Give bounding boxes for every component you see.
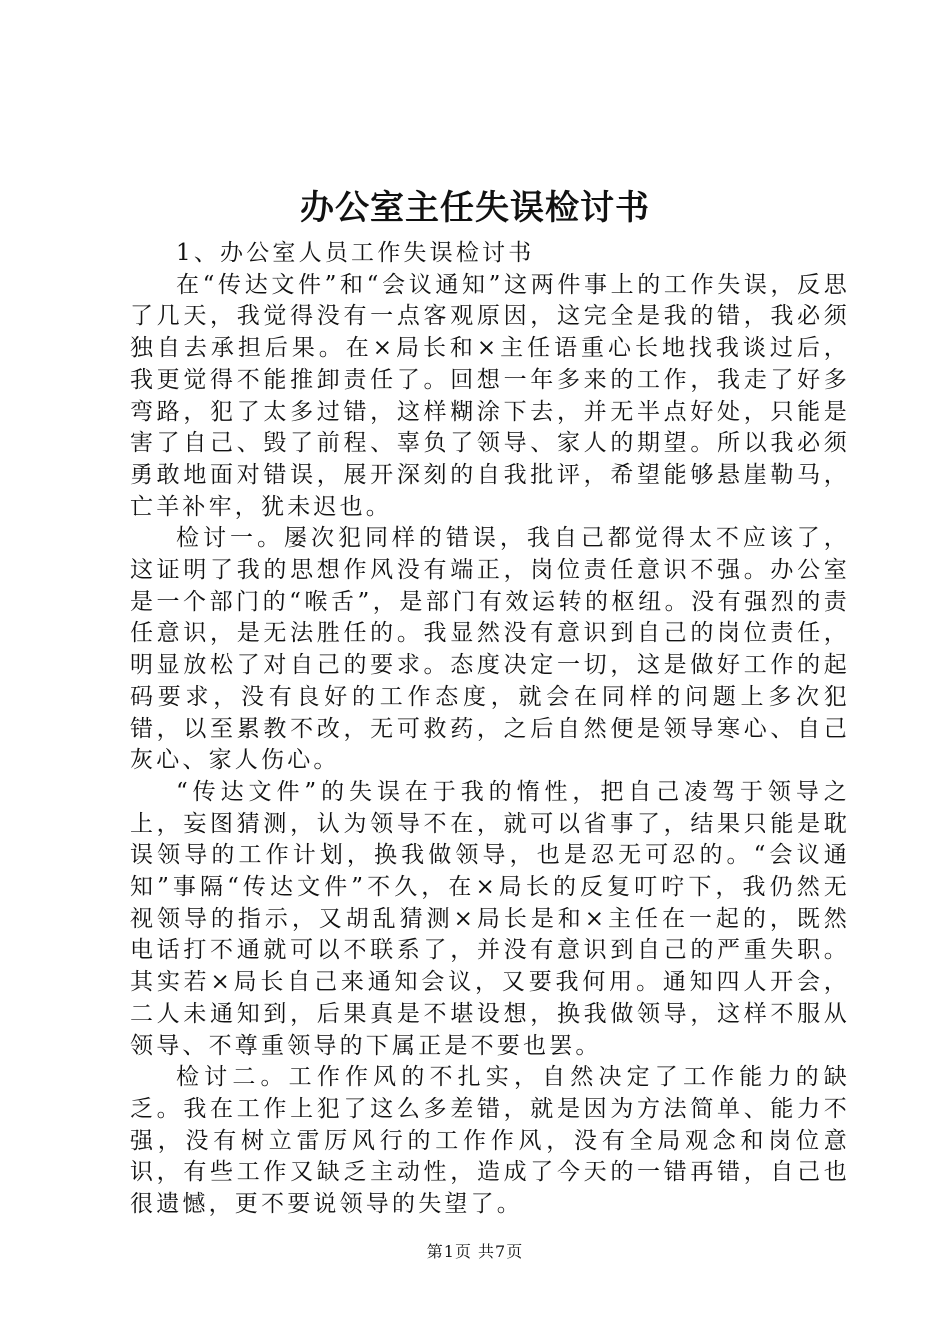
section-heading: 1、办公室人员工作失误检讨书 <box>176 240 535 266</box>
page-number-footer: 第1页 共7页 <box>426 1242 524 1261</box>
paragraph-4: 检讨二。工作作风的不扎实，自然决定了工作能力的缺乏。我在工作上犯了这么多差错，就是因为方法简单、能力不强，没有树立雷厉风行的工作作风，没有全局观念和岗位意识，有些工作又缺乏主动性，造成了今天的一错再错，自己也很遗憾，更不要说领导的失望了。 <box>130 1064 850 1218</box>
paragraph-3: “传达文件”的失误在于我的惰性，把自己凌驾于领导之上，妄图猜测，认为领导不在，就可以省事了，结果只能是耽误领导的工作计划，换我做领导，也是忍无可忍的。“会议通知”事隔“传达文件”不久，在×局长的反复叮咛下，我仍然无视领导的指示，又胡乱猜测×局长是和×主任在一起的，既然电话打不通就可以不联系了，并没有意识到自己的严重失职。其实若×局长自己来通知会议，又要我何用。通知四人开会，二人未通知到，后果真是不堪设想，换我做领导，这样不服从领导、不尊重领导的下属正是不要也罢。 <box>130 778 850 1059</box>
paragraph-2: 检讨一。屡次犯同样的错误，我自己都觉得太不应该了，这证明了我的思想作风没有端正，岗位责任意识不强。办公室是一个部门的“喉舌”，是部门有效运转的枢纽。没有强烈的责任意识，是无法胜任的。我显然没有意识到自己的岗位责任，明显放松了对自己的要求。态度决定一切，这是做好工作的起码要求，没有良好的工作态度，就会在同样的问题上多次犯错，以至累教不改，无可救药，之后自然便是领导寒心、自己灰心、家人伤心。 <box>130 525 850 774</box>
paragraph-1: 在“传达文件”和“会议通知”这两件事上的工作失误，反思了几天，我觉得没有一点客观原因，这完全是我的错，我必须独自去承担后果。在×局长和×主任语重心长地找我谈过后，我更觉得不能推卸责任了。回想一年多来的工作，我走了好多弯路，犯了太多过错，这样糊涂下去，并无半点好处，只能是害了自己、毁了前程、辜负了领导、家人的期望。所以我必须勇敢地面对错误，展开深刻的自我批评，希望能够悬崖勒马，亡羊补牢，犹未迟也。 <box>130 271 850 520</box>
document-title: 办公室主任失误检讨书 <box>300 188 650 228</box>
document-body <box>130 238 850 1221</box>
